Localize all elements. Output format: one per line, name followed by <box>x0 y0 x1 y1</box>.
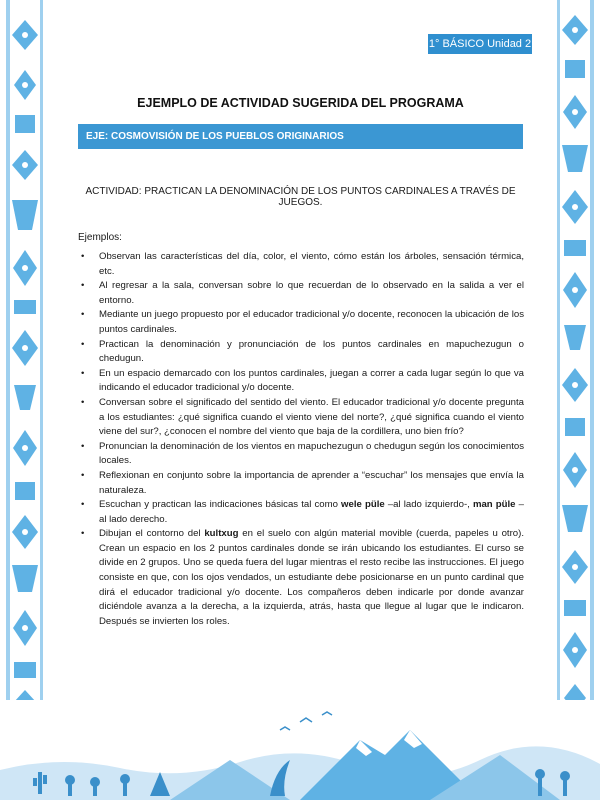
bullet-icon: • <box>81 469 85 481</box>
list-item <box>78 498 524 527</box>
page-title: EJEMPLO DE ACTIVIDAD SUGERIDA DEL PROGRAMA <box>137 96 464 110</box>
bullet-icon: • <box>81 396 85 408</box>
activity-heading: ACTIVIDAD: PRACTICAN LA DENOMINACIÓN DE LOS PUNTOS CARDINALES A TRAVÉS DE JUEGOS. <box>85 186 516 208</box>
bullet-icon: • <box>81 499 85 511</box>
landscape-illustration <box>0 700 600 800</box>
bullet-icon: • <box>81 309 85 321</box>
bullet-icon: • <box>81 367 85 379</box>
list-item-text: Practican la denominación y pronunciación de los puntos cardinales en mapuchezugun o chedugun. <box>99 338 524 365</box>
bullet-icon: • <box>81 251 85 262</box>
list-item <box>78 338 524 367</box>
list-item <box>78 396 524 440</box>
list-item-text: Conversan sobre el significado del sentido del viento. El educador tradicional y/o docente pregunta a los estudiantes: ¿qué significa cuando el viento viene del norte?, ¿qué significa cuando el viento viene del sur?, ¿conocen el nombre del viento que baja de la cordillera, uno bien frío? <box>99 396 524 438</box>
list-item-text: Mediante un juego propuesto por el educador tradicional y/o docente, reconocen la ubicación de los puntos cardinales. <box>99 309 524 335</box>
term-wele-pule: wele püle <box>341 499 385 511</box>
unit-badge: 1° BÁSICO Unidad 2 <box>428 34 532 54</box>
list-item-text: Al regresar a la sala, conversan sobre lo que recuerdan de lo observado en la salida a ver el entorno. <box>99 280 524 306</box>
list-item-text: –al lado izquierdo-, <box>384 499 473 511</box>
list-item-text: Pronuncian la denominación de los vientos en mapuchezugun o chedugun según los conocimientos locales. <box>99 440 524 467</box>
bullet-icon: • <box>81 528 85 540</box>
list-item-text: Observan las características del día, color, el viento, cómo están los árboles, sensación térmica, etc. <box>99 251 524 277</box>
bullet-icon: • <box>81 338 85 350</box>
list-item <box>78 367 524 396</box>
list-item <box>78 440 524 469</box>
decorative-border-left <box>0 0 50 720</box>
bullet-icon: • <box>81 440 85 452</box>
list-item-text: Dibujan el contorno del <box>99 528 205 540</box>
term-kultxug: kultxug <box>204 528 239 540</box>
list-item-text: en el suelo con algún material movible (cuerda, papeles u otro). Crean un espacio en los 2 puntos cardinales donde se irán ubicando los estudiantes. El curso se divide en 2 grupos. Uno se queda fuera del lugar mientras el resto recibe las instrucciones. El juego consiste en que, con los ojos vendados, un estudiante debe posicionarse en un punto cardinal que dirá el educador tradicional y/o docente. Los compañeros deben indicarle por donde avanzar diciéndole avanza a la derecha, a la izquierda, atrás, hasta que llegue al lugar que le indicaron. Después se invierten los roles. <box>99 528 524 627</box>
list-item-text: En un espacio demarcado con los puntos cardinales, juegan a correr a cada lugar según lo que va indicando el educador tradicional y/o docente. <box>99 367 524 394</box>
decorative-border-right <box>550 0 600 720</box>
list-item-text: Reflexionan en conjunto sobre la importancia de aprender a “escuchar” los mensajes que envía la naturaleza. <box>99 469 524 496</box>
examples-list <box>78 250 524 629</box>
bullet-icon: • <box>81 280 85 292</box>
examples-label: Ejemplos: <box>78 232 122 243</box>
eje-header-bar: EJE: COSMOVISIÓN DE LOS PUEBLOS ORIGINARIOS <box>78 124 523 149</box>
list-item <box>78 527 524 629</box>
list-item-text: – al lado derecho. <box>99 499 524 525</box>
list-item <box>78 250 524 279</box>
list-item <box>78 469 524 498</box>
list-item-text: Escuchan y practican las indicaciones básicas tal como <box>99 499 342 511</box>
list-item <box>78 308 524 337</box>
list-item <box>78 279 524 308</box>
term-man-pule: man püle <box>472 499 516 511</box>
